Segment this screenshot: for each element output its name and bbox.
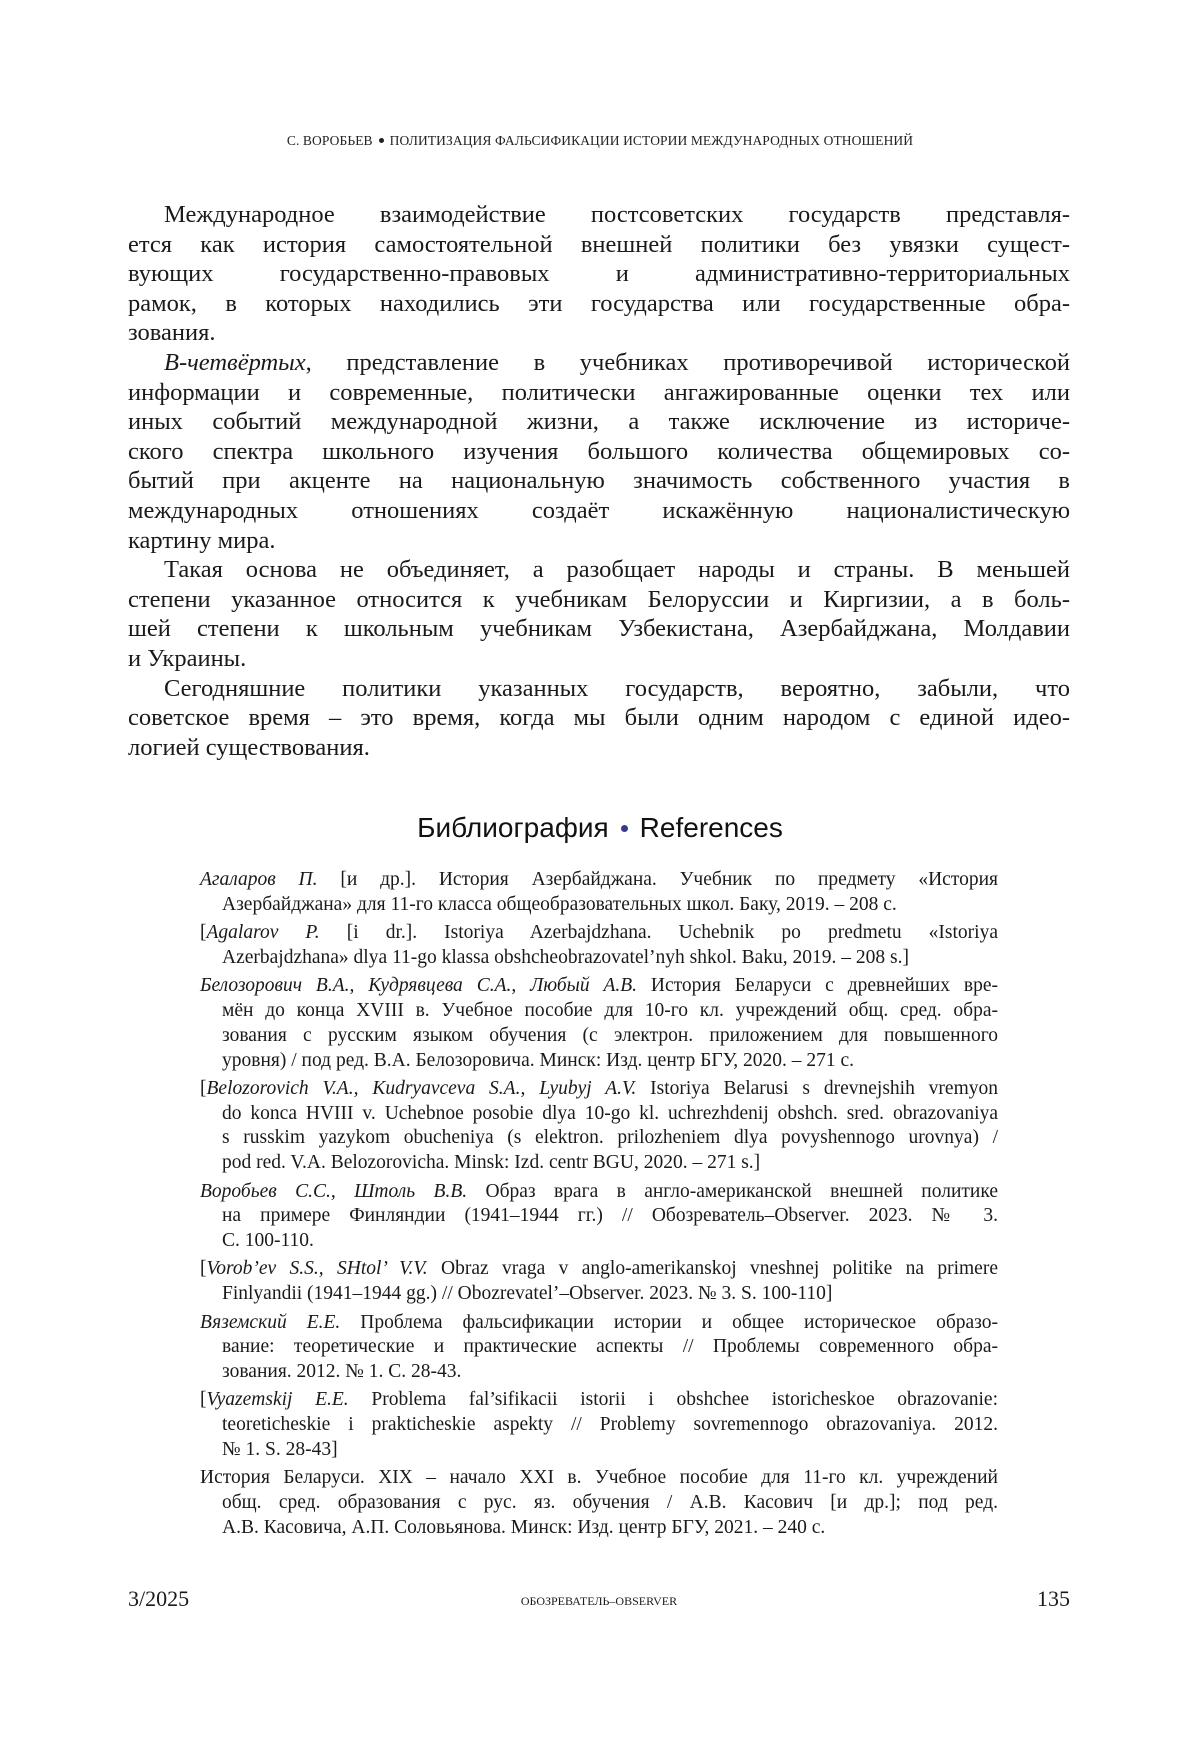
reference-line xyxy=(200,893,998,918)
text-line xyxy=(128,526,1070,556)
reference-text: зования с русским языком обучения (с электрон. приложением для повышенного xyxy=(222,1025,998,1046)
reference-text: уровня) / под ред. В.А. Белозоровича. Минск: Изд. центр БГУ, 2020. – 271 с. xyxy=(222,1050,854,1071)
text-line xyxy=(128,644,1070,674)
text-line xyxy=(128,496,1070,526)
reference-line xyxy=(200,1388,998,1413)
header-title: ПОЛИТИЗАЦИЯ ФАЛЬСИФИКАЦИИ ИСТОРИИ МЕЖДУНАРОДНЫХ ОТНОШЕНИЙ xyxy=(390,133,913,148)
reference-entry xyxy=(200,1466,998,1540)
line-text: ется как история самостоятельной внешней политики без увязки сущест- xyxy=(128,231,1070,258)
reference-authors: Вяземский Е.Е. xyxy=(200,1312,340,1333)
reference-bracket: [ xyxy=(200,1078,207,1099)
reference-line xyxy=(200,946,998,971)
text-line xyxy=(128,466,1070,496)
reference-line xyxy=(200,1049,998,1074)
reference-text: do konca HVIII v. Uchebnoe posobie dlya 10-go kl. uchrezhdenij obshch. sred. obrazovaniya xyxy=(222,1103,998,1124)
reference-line xyxy=(200,1024,998,1049)
line-text: вующих государственно-правовых и административно-территориальных xyxy=(128,260,1070,287)
line-text: информации и современные, политически ангажированные оценки тех или xyxy=(128,379,1070,406)
reference-text: А.В. Касовича, А.П. Соловьянова. Минск: Изд. центр БГУ, 2021. – 240 с. xyxy=(222,1517,825,1538)
reference-text: Problema fal’sifikacii istorii i obshchee istoricheskoe obrazovanie: xyxy=(349,1389,998,1410)
reference-line xyxy=(200,1438,998,1463)
bibliography-title-ru: Библиография xyxy=(417,812,609,843)
text-line xyxy=(128,348,1070,378)
reference-text: С. 100-110. xyxy=(222,1230,314,1251)
reference-list xyxy=(200,868,998,1544)
paragraph xyxy=(128,348,1070,555)
text-line xyxy=(128,585,1070,615)
reference-text: вание: теоретические и практические аспекты // Проблемы современного обра- xyxy=(222,1336,998,1357)
text-line xyxy=(128,555,1070,585)
text-line xyxy=(128,703,1070,733)
reference-authors: Vyazemskij E.E. xyxy=(207,1389,349,1410)
line-text: международных отношениях создаёт искажённую националистическую xyxy=(128,497,1070,524)
text-line xyxy=(128,200,1070,230)
reference-line xyxy=(200,868,998,893)
reference-entry xyxy=(200,1077,998,1176)
reference-line xyxy=(200,1466,998,1491)
reference-text: [и др.]. История Азербайджана. Учебник по предмету «История xyxy=(318,869,998,890)
line-text: Сегодняшние политики указанных государств, вероятно, забыли, что xyxy=(164,675,1070,702)
reference-entry xyxy=(200,974,998,1073)
page-number: 135 xyxy=(1037,1586,1070,1612)
reference-line xyxy=(200,1229,998,1254)
text-line xyxy=(128,437,1070,467)
line-text: , представление в учебниках противоречивой исторической xyxy=(306,349,1070,376)
reference-entry xyxy=(200,921,998,971)
reference-text: Проблема фальсификации истории и общее историческое образо- xyxy=(340,1312,998,1333)
reference-text: [i dr.]. Istoriya Azerbajdzhana. Uchebnik po predmetu «Istoriya xyxy=(320,922,998,943)
reference-text: на примере Финляндии (1941–1944 гг.) // Обозреватель–Observer. 2023. № 3. xyxy=(222,1205,998,1226)
paragraph xyxy=(128,200,1070,348)
reference-line xyxy=(200,1204,998,1229)
reference-line xyxy=(200,1102,998,1127)
text-line xyxy=(128,289,1070,319)
reference-text: pod red. V.A. Belozorovicha. Minsk: Izd. centr BGU, 2020. – 271 s.] xyxy=(222,1152,760,1173)
reference-line xyxy=(200,1413,998,1438)
text-line xyxy=(128,614,1070,644)
line-text: советское время – это время, когда мы были одним народом с единой идео- xyxy=(128,704,1070,731)
text-line xyxy=(128,407,1070,437)
line-text: рамок, в которых находились эти государства или государственные обра- xyxy=(128,290,1070,317)
reference-text: Азербайджана» для 11-го класса общеобразовательных школ. Баку, 2019. – 208 с. xyxy=(222,894,897,915)
bullet-icon xyxy=(621,825,628,832)
reference-line xyxy=(200,1126,998,1151)
reference-line xyxy=(200,1491,998,1516)
text-line xyxy=(128,674,1070,704)
line-text: степени указанное относится к учебникам Белоруссии и Киргизии, а в боль- xyxy=(128,586,1070,613)
line-text: ского спектра школьного изучения большого количества общемировых со- xyxy=(128,438,1070,465)
reference-line xyxy=(200,999,998,1024)
reference-authors: Агаларов П. xyxy=(200,869,318,890)
reference-text: общ. сред. образования с рус. яз. обучения / А.В. Касович [и др.]; под ред. xyxy=(222,1492,998,1513)
reference-line xyxy=(200,1282,998,1307)
line-text: Такая основа не объединяет, а разобщает народы и страны. В меньшей xyxy=(164,556,1070,583)
reference-text: Obraz vraga v anglo-amerikanskoj vneshnej politike na primere xyxy=(428,1258,998,1279)
reference-entry xyxy=(200,1180,998,1254)
reference-text: История Беларуси с древнейших вре- xyxy=(637,975,998,996)
reference-bracket: [ xyxy=(200,1258,207,1279)
line-text: шей степени к школьным учебникам Узбекистана, Азербайджана, Молдавии xyxy=(128,615,1070,642)
reference-authors: Vorob’ev S.S., SHtol’ V.V. xyxy=(207,1258,428,1279)
bibliography-heading xyxy=(0,812,1200,844)
line-text: иных событий международной жизни, а также исключение из историче- xyxy=(128,408,1070,435)
reference-text: s russkim yazykom obucheniya (s elektron. prilozheniem dlya povyshennogo urovnya) / xyxy=(222,1127,998,1148)
paragraph xyxy=(128,555,1070,673)
reference-line xyxy=(200,1180,998,1205)
reference-line xyxy=(200,1257,998,1282)
reference-text: Azerbajdzhana» dlya 11-go klassa obshcheobrazovatel’nyh shkol. Baku, 2019. – 208 s.] xyxy=(222,947,909,968)
italic-emphasis: В-четвёртых xyxy=(164,349,306,376)
reference-line xyxy=(200,1516,998,1541)
reference-line xyxy=(200,1335,998,1360)
reference-text: Образ врага в англо-американской внешней политике xyxy=(467,1181,998,1202)
reference-bracket: [ xyxy=(200,922,207,943)
text-line xyxy=(128,378,1070,408)
reference-line xyxy=(200,921,998,946)
reference-authors: Belozorovich V.A., Kudryavceva S.A., Lyubyj A.V. xyxy=(207,1078,637,1099)
line-text: Международное взаимодействие постсоветских государств представля- xyxy=(164,201,1070,228)
header-author: С. ВОРОБЬЕВ xyxy=(287,133,373,148)
text-line xyxy=(128,230,1070,260)
reference-authors: Белозорович В.А., Кудрявцева С.А., Любый А.В. xyxy=(200,975,637,996)
line-text: логией существования. xyxy=(128,734,370,761)
running-header xyxy=(0,133,1200,149)
reference-bracket: [ xyxy=(200,1389,207,1410)
issue-number: 3/2025 xyxy=(128,1586,189,1612)
line-text: бытий при акценте на национальную значимость собственного участия в xyxy=(128,467,1070,494)
reference-line xyxy=(200,1077,998,1102)
reference-text: Istoriya Belarusi s drevnejshih vremyon xyxy=(636,1078,998,1099)
reference-entry xyxy=(200,1388,998,1462)
reference-authors: Воробьев С.С., Штоль В.В. xyxy=(200,1181,467,1202)
reference-text: История Беларуси. XIX – начало XXI в. Учебное пособие для 11-го кл. учреждений xyxy=(200,1467,998,1488)
line-text: зования. xyxy=(128,319,216,346)
reference-text: зования. 2012. № 1. С. 28-43. xyxy=(222,1361,461,1382)
reference-entry xyxy=(200,1257,998,1307)
line-text: картину мира. xyxy=(128,527,276,554)
reference-text: № 1. S. 28-43] xyxy=(222,1439,338,1460)
bibliography-title-en: References xyxy=(640,812,783,843)
reference-line xyxy=(200,974,998,999)
paragraph xyxy=(128,674,1070,763)
reference-line xyxy=(200,1151,998,1176)
line-text: и Украины. xyxy=(128,645,246,672)
text-line xyxy=(128,318,1070,348)
reference-text: teoreticheskie i prakticheskie aspekty // Problemy sovremennogo obrazovaniya. 2012. xyxy=(222,1414,998,1435)
reference-entry xyxy=(200,868,998,918)
reference-authors: Agalarov P. xyxy=(207,922,320,943)
reference-line xyxy=(200,1360,998,1385)
article-body xyxy=(128,200,1070,762)
reference-entry xyxy=(200,1311,998,1385)
reference-line xyxy=(200,1311,998,1336)
text-line xyxy=(128,259,1070,289)
reference-text: Finlyandii (1941–1944 gg.) // Obozrevatel’–Observer. 2023. № 3. S. 100-110] xyxy=(222,1283,832,1304)
journal-name: ОБОЗРЕВАТЕЛЬ–OBSERVER xyxy=(128,1594,1070,1609)
bullet-icon xyxy=(379,138,384,143)
reference-text: мён до конца XVIII в. Учебное пособие для 10-го кл. учреждений общ. сред. обра- xyxy=(222,1000,998,1021)
text-line xyxy=(128,733,1070,763)
